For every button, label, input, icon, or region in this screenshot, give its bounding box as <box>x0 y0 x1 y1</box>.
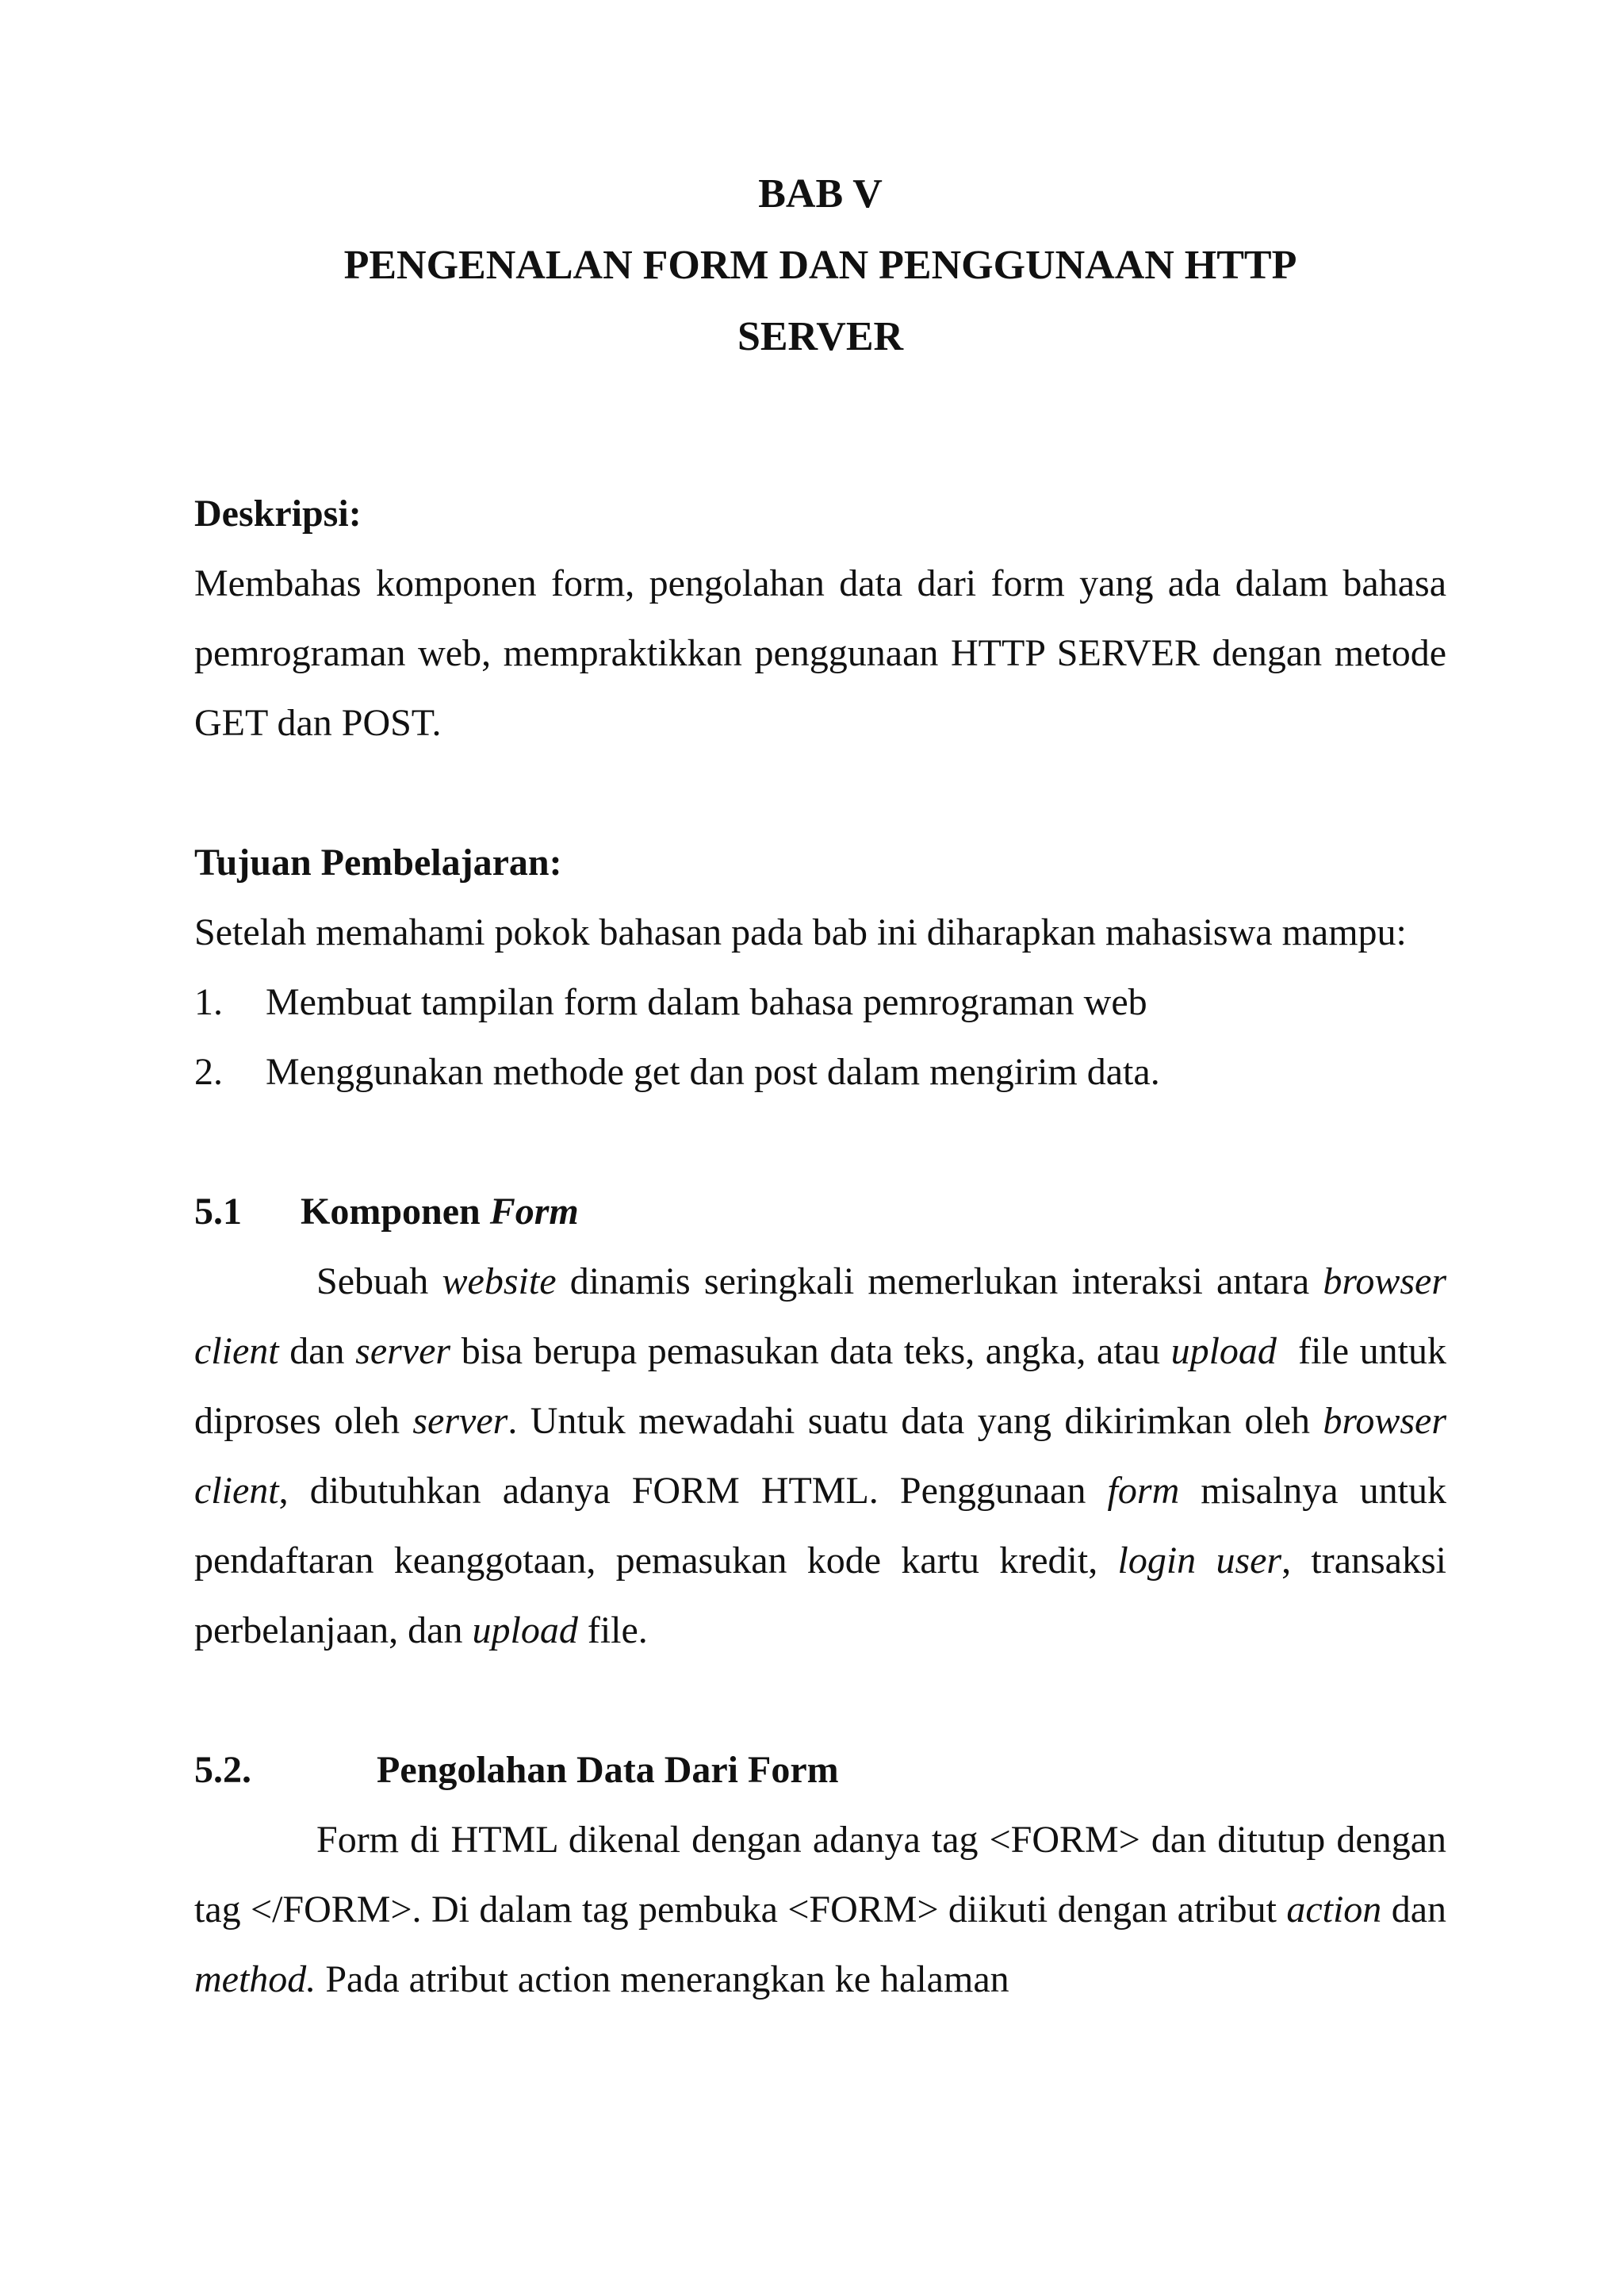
list-item <box>194 968 1446 1037</box>
deskripsi-text: Membahas komponen form, pengolahan data dari form yang ada dalam bahasa pemrograman web, mempraktikkan penggunaan HTTP SERVER dengan metode GET dan POST. <box>194 562 1446 744</box>
chapter-title-block <box>194 159 1446 373</box>
tujuan-heading: Tujuan Pembelajaran: <box>194 842 562 884</box>
chapter-number: BAB V <box>758 171 883 217</box>
section-number: 5.2. <box>194 1749 251 1791</box>
tujuan-list <box>194 968 1446 1107</box>
list-item-text: Menggunakan methode get dan post dalam mengirim data. <box>266 1051 1160 1093</box>
list-item-text: Membuat tampilan form dalam bahasa pemrograman web <box>266 981 1147 1023</box>
section-title-text: Komponen <box>301 1191 490 1233</box>
section-5-1 <box>194 1177 1457 1666</box>
section-5-2-paragraph: Form di HTML dikenal dengan adanya tag <FORM> dan ditutup dengan tag </FORM>. Di dalam tag pembuka <FORM> diikuti dengan atribut action dan method. Pada atribut action menerangkan ke halaman <box>194 1819 1447 2000</box>
chapter-title-line-2: SERVER <box>737 314 904 359</box>
section-title: Pengolahan Data Dari Form <box>377 1749 839 1791</box>
section-5-1-heading <box>194 1177 1446 1247</box>
section-title-italic: Form <box>489 1191 579 1233</box>
section-5-2-heading <box>194 1735 1446 1805</box>
deskripsi-section <box>194 479 1446 758</box>
section-title <box>301 1177 579 1247</box>
tujuan-section <box>194 828 1446 1107</box>
list-item-number: 1. <box>194 981 223 1023</box>
section-number: 5.1 <box>194 1191 242 1233</box>
chapter-title-line-1: PENGENALAN FORM DAN PENGGUNAAN HTTP <box>343 243 1297 288</box>
section-5-1-paragraph: Sebuah website dinamis seringkali memerlukan interaksi antara browser client dan server bisa berupa pemasukan data teks, angka, atau upload file untuk diproses oleh server. Untuk mewadahi suatu data yang dikirimkan oleh browser client, dibutuhkan adanya FORM HTML. Penggunaan form misalnya untuk pendaftaran keanggotaan, pemasukan kode kartu kredit, login user, transaksi perbelanjaan, dan upload file. <box>194 1260 1457 1651</box>
list-item-number: 2. <box>194 1051 223 1093</box>
deskripsi-heading: Deskripsi: <box>194 493 362 535</box>
section-5-2 <box>194 1735 1446 2015</box>
tujuan-intro: Setelah memahami pokok bahasan pada bab ini diharapkan mahasiswa mampu: <box>194 911 1407 953</box>
list-item <box>194 1037 1446 1107</box>
